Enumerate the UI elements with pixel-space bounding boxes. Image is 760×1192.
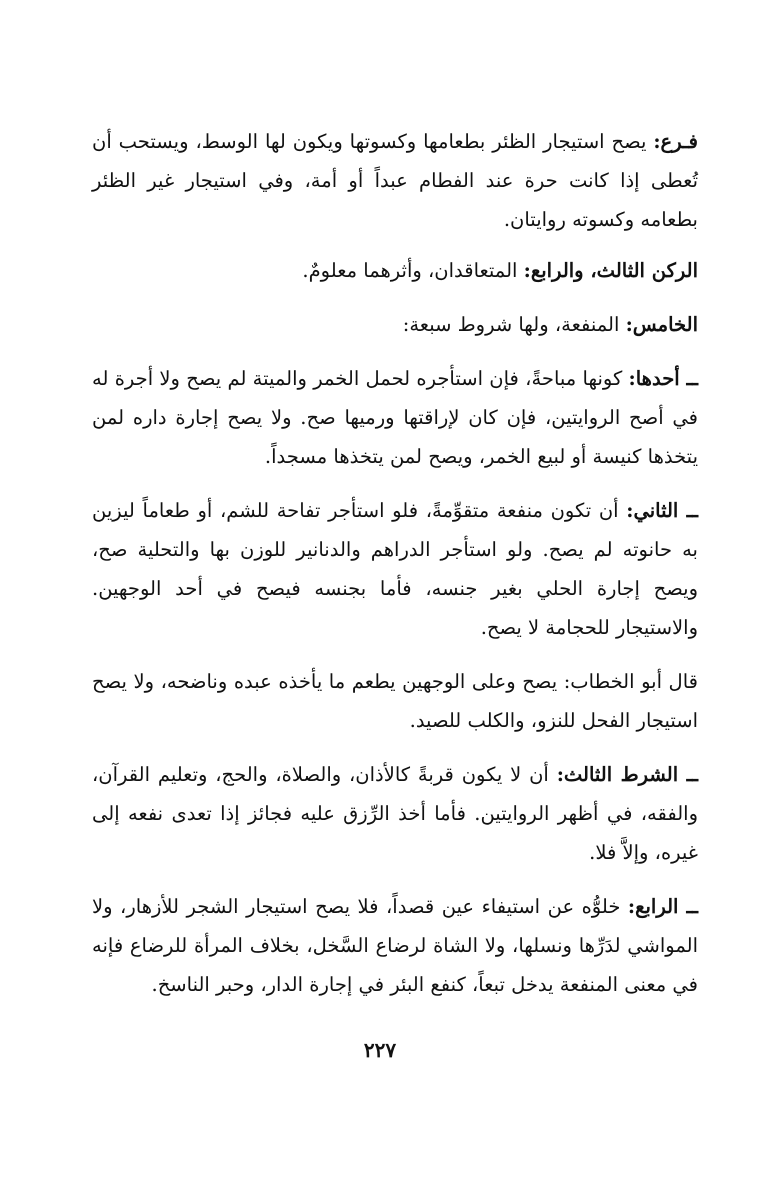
paragraph-lead: فـرع: xyxy=(653,130,698,153)
paragraph-condition-two xyxy=(92,491,698,647)
paragraph-third-fourth-pillar xyxy=(92,251,698,290)
paragraph-lead: ــ الشرط الثالث: xyxy=(556,763,698,786)
paragraph-text: أن لا يكون قربةً كالأذان، والصلاة، والحج، وتعليم القرآن، والفقه، في أظهر الروايتين. فأما أخذ الرِّزق عليه فجائز إذا تعدى نفعه إلى غيره، وإلاَّ فلا. xyxy=(92,763,698,864)
paragraph-text: المنفعة، ولها شروط سبعة: xyxy=(402,313,626,336)
paragraph-fifth-pillar xyxy=(92,305,698,344)
paragraph-lead: الخامس: xyxy=(625,313,698,336)
paragraph-lead: ــ الثاني: xyxy=(626,499,699,522)
paragraph-lead: ــ أحدها: xyxy=(628,367,698,390)
paragraph-text: خلوُّه عن استيفاء عين قصداً، فلا يصح استيجار الشجر للأزهار، ولا المواشي لدَرِّها ونسلها، ولا الشاة لرضاع السَّخل، بخلاف المرأة للرضاع فإنه في معنى المنفعة يدخل تبعاً، كنفع البئر في إجارة الدار، وحبر الناسخ. xyxy=(92,895,698,996)
paragraph-lead: الركن الثالث، والرابع: xyxy=(523,259,698,282)
paragraph-lead: ــ الرابع: xyxy=(627,895,698,918)
paragraph-text: قال أبو الخطاب: يصح وعلى الوجهين يطعم ما يأخذه عبده وناضحه، ولا يصح استيجار الفحل للنزو، والكلب للصيد. xyxy=(92,670,698,732)
paragraph-text: المتعاقدان، وأثرهما معلومٌ. xyxy=(302,259,524,282)
paragraph-condition-four xyxy=(92,887,698,1004)
paragraph-condition-three xyxy=(92,755,698,872)
paragraph-text: كونها مباحةً، فإن استأجره لحمل الخمر والميتة لم يصح ولا أجرة له في أصح الروايتين، فإن كان لإراقتها ورميها صح. ولا يصح إجارة داره لمن يتخذها كنيسة أو لبيع الخمر، ويصح لمن يتخذها مسجداً. xyxy=(92,367,698,468)
page-number: ٢٢٧ xyxy=(363,1038,397,1062)
paragraph-condition-one xyxy=(92,359,698,476)
paragraph-text: يصح استيجار الظئر بطعامها وكسوتها ويكون لها الوسط، ويستحب أن تُعطى إذا كانت حرة عند الفطام عبداً أو أمة، وفي استيجار غير الظئر بطعامه وكسوته روايتان. xyxy=(92,130,698,231)
page-body xyxy=(92,122,698,1019)
paragraph-text: أن تكون منفعة متقوِّمةً، فلو استأجر تفاحة للشم، أو طعاماً ليزين به حانوته لم يصح. ولو استأجر الدراهم والدنانير للوزن بها والتحلية صح، ويصح إجارة الحلي بغير جنسه، فأما بجنسه فيصح في أحد الوجهين. والاستيجار للحجامة لا يصح. xyxy=(92,499,698,639)
paragraph-far xyxy=(92,122,698,239)
paragraph-abu-al-khattab xyxy=(92,662,698,740)
